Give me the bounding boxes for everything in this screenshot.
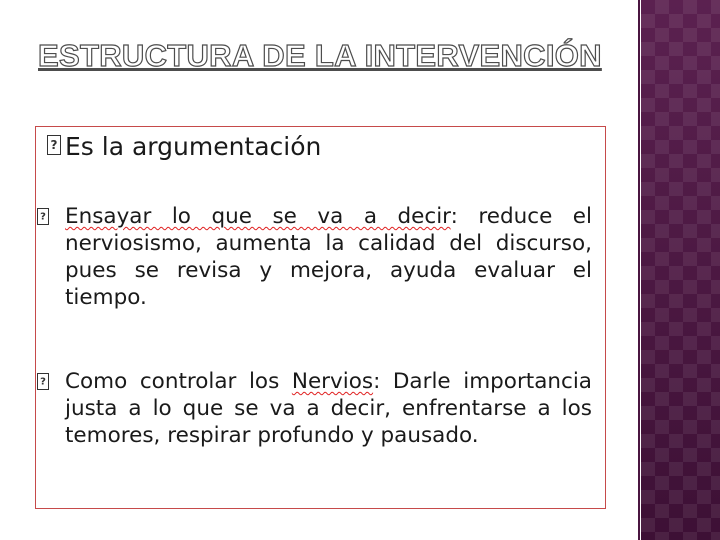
missing-glyph-box-icon <box>47 135 61 155</box>
bullet-pre-text: Como controlar los <box>65 369 292 394</box>
decorative-divider-line <box>638 0 640 540</box>
bullet-lead-text: Nervios <box>291 369 374 394</box>
missing-glyph-box-icon <box>37 208 49 225</box>
bullet-item-ensayar <box>37 203 592 311</box>
intro-text: Es la argumentación <box>65 132 322 161</box>
missing-glyph-box-icon <box>37 373 49 390</box>
intro-line <box>47 131 321 163</box>
bullet-text <box>65 368 592 449</box>
bullet-rest-text: : Darle importancia justa a lo que se va a decir, enfrentarse a los temores, respirar profundo y pausado. <box>65 369 592 448</box>
bullet-text <box>65 203 592 311</box>
slide-title: ESTRUCTURA DE LA INTERVENCIÓN <box>38 38 602 73</box>
bullet-rest-text: : reduce el nerviosismo, aumenta la calidad del discurso, pues se revisa y mejora, ayuda evaluar el tiempo. <box>65 204 592 310</box>
decorative-side-band <box>641 0 720 540</box>
bullet-item-nervios <box>37 368 592 449</box>
content-box <box>35 126 606 509</box>
bullet-lead-text: Ensayar lo que se va a decir <box>65 204 451 229</box>
